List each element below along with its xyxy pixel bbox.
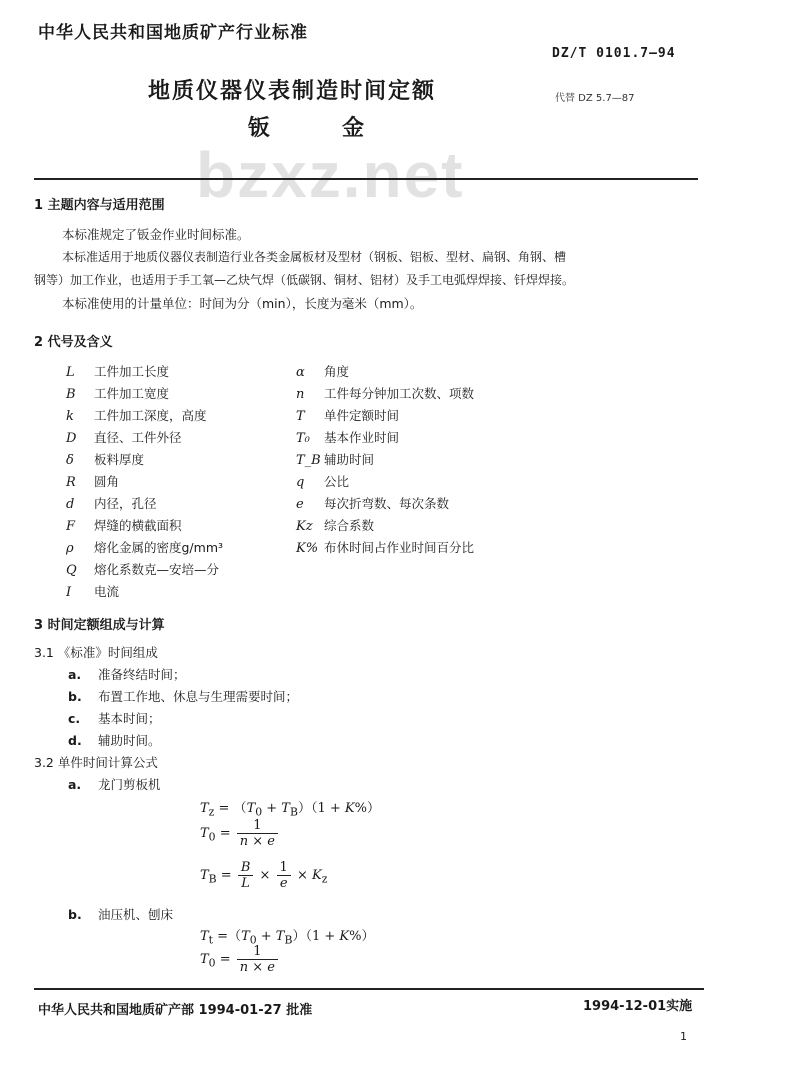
symbol: e	[296, 497, 304, 512]
symbol-desc: 工件加工长度	[94, 364, 170, 379]
symbol-desc: 角度	[324, 364, 350, 379]
case-marker: a.	[68, 777, 82, 792]
symbol-desc: 每次折弯数、每次条数	[324, 496, 450, 511]
formula-total-time-b: $T_t =(T_0 + T_B)(1 + K\%)$	[200, 929, 375, 947]
symbol: B	[66, 387, 76, 402]
symbol: k	[66, 409, 74, 424]
symbol: T	[296, 409, 305, 424]
symbol-desc: 电流	[94, 584, 120, 599]
formula-aux-time: $T_B$ = $\frac{B}{L}$ × $\frac{1}{e}$ × $K_z$	[200, 860, 328, 891]
symbol-row	[296, 494, 449, 512]
list-item	[68, 665, 186, 683]
list-marker: b.	[68, 689, 82, 704]
section-1-heading: 1 主题内容与适用范围	[34, 198, 165, 213]
symbol: D	[66, 431, 77, 446]
symbol-desc: 焊缝的横截面积	[94, 518, 182, 533]
list-item	[68, 709, 161, 727]
symbol-row	[296, 450, 374, 468]
symbol: L	[66, 365, 75, 380]
section-3-1-heading: 3.1 《标准》时间组成	[34, 645, 158, 660]
symbol-desc: 板料厚度	[94, 452, 145, 467]
subtitle-char-1: 钣	[248, 116, 271, 141]
section-1-para-2a: 本标准适用于地质仪器仪表制造行业各类金属板材及型材（钢板、铝板、型材、扁钢、角钢、槽	[62, 250, 567, 264]
symbol-desc: 单件定额时间	[324, 408, 400, 423]
symbol-desc: 内径，孔径	[94, 496, 157, 511]
approval-note: 中华人民共和国地质矿产部 1994-01-27 批准	[38, 1003, 313, 1018]
section-1-para-1: 本标准规定了钣金作业时间标准。	[62, 227, 250, 242]
symbol: I	[66, 585, 72, 600]
symbol: T₀	[296, 431, 310, 446]
symbol-row	[66, 516, 182, 534]
symbol-row	[66, 560, 219, 578]
symbol-row	[66, 384, 169, 402]
symbol-desc: 直径、工件外径	[94, 430, 182, 445]
replaces-note: 代替 DZ 5.7—87	[555, 93, 635, 104]
document-title: 地质仪器仪表制造时间定额	[148, 79, 437, 104]
list-item	[68, 731, 161, 749]
symbol-desc: 综合系数	[324, 518, 375, 533]
list-item	[68, 687, 298, 705]
page-number: 1	[680, 1030, 687, 1043]
symbol-row	[296, 362, 349, 380]
implementation-date: 1994-12-01实施	[583, 999, 693, 1014]
symbol-desc: 辅助时间	[324, 452, 375, 467]
symbol: Kz	[296, 519, 313, 534]
symbol-row	[66, 428, 182, 446]
symbol: n	[296, 387, 305, 402]
case-marker: b.	[68, 907, 82, 922]
symbol-row	[296, 428, 399, 446]
formula-basic-time: $T_0$ = $\frac{1}{n \times e}$	[200, 818, 280, 849]
symbol: R	[66, 475, 76, 490]
header-divider	[34, 178, 698, 180]
symbol-desc: 公比	[324, 474, 350, 489]
case-text: 龙门剪板机	[98, 777, 161, 792]
symbol-desc: 工件每分钟加工次数、项数	[324, 386, 475, 401]
case-a	[68, 775, 161, 793]
formula-basic-time-b: $T_0$ = $\frac{1}{n \times e}$	[200, 944, 280, 975]
symbol-row	[66, 472, 119, 490]
symbol: F	[66, 519, 76, 534]
symbol-row	[66, 406, 207, 424]
symbol: ρ	[66, 541, 74, 556]
symbol-row	[296, 384, 474, 402]
symbol-row	[296, 516, 374, 534]
watermark-text: bzxz.net	[196, 139, 465, 211]
symbol-desc: 熔化金属的密度g/mm³	[94, 540, 224, 555]
symbol-desc: 工件加工深度，高度	[94, 408, 207, 423]
symbol-row	[66, 538, 223, 556]
issuing-organization: 中华人民共和国地质矿产行业标准	[38, 23, 308, 43]
case-text: 油压机、刨床	[98, 907, 174, 922]
symbol: K%	[296, 541, 319, 556]
symbol-row	[66, 494, 157, 512]
symbol-row	[296, 538, 474, 556]
list-marker: d.	[68, 733, 82, 748]
list-marker: a.	[68, 667, 82, 682]
symbol-desc: 熔化系数克—安培—分	[94, 562, 220, 577]
list-text: 基本时间；	[98, 711, 161, 726]
section-2-heading: 2 代号及含义	[34, 335, 113, 350]
section-3-2-heading: 3.2 单件时间计算公式	[34, 755, 158, 770]
symbol-row	[66, 362, 169, 380]
footer-divider	[34, 988, 704, 990]
section-1-para-2b: 钢等）加工作业，也适用于手工氧—乙炔气焊（低碳钢、铜材、铝材）及手工电弧焊焊接、钎焊焊接。	[34, 273, 575, 287]
symbol: T_B	[296, 453, 321, 468]
symbol: d	[66, 497, 75, 512]
symbol-desc: 圆角	[94, 474, 120, 489]
subtitle-char-2: 金	[342, 116, 365, 141]
symbol-desc: 工件加工宽度	[94, 386, 170, 401]
list-text: 准备终结时间；	[98, 667, 186, 682]
standard-code: DZ/T 0101.7—94	[552, 46, 676, 61]
symbol: δ	[66, 453, 74, 468]
case-b	[68, 905, 173, 923]
section-1-para-3: 本标准使用的计量单位：时间为分（min），长度为毫米（mm）。	[62, 296, 423, 311]
section-3-heading: 3 时间定额组成与计算	[34, 618, 165, 633]
symbol-desc: 布休时间占作业时间百分比	[324, 540, 475, 555]
symbol-row	[296, 472, 349, 490]
symbol: q	[296, 475, 305, 490]
list-text: 辅助时间。	[98, 733, 161, 748]
list-text: 布置工作地、休息与生理需要时间；	[98, 689, 299, 704]
symbol-row	[66, 582, 119, 600]
list-marker: c.	[68, 711, 81, 726]
symbol-row	[296, 406, 399, 424]
symbol: α	[296, 365, 305, 380]
symbol: Q	[66, 563, 77, 578]
formula-total-time: $T_z = (T_0 + T_B)(1 + K\%)$	[200, 801, 380, 819]
symbol-row	[66, 450, 144, 468]
symbol-desc: 基本作业时间	[324, 430, 400, 445]
